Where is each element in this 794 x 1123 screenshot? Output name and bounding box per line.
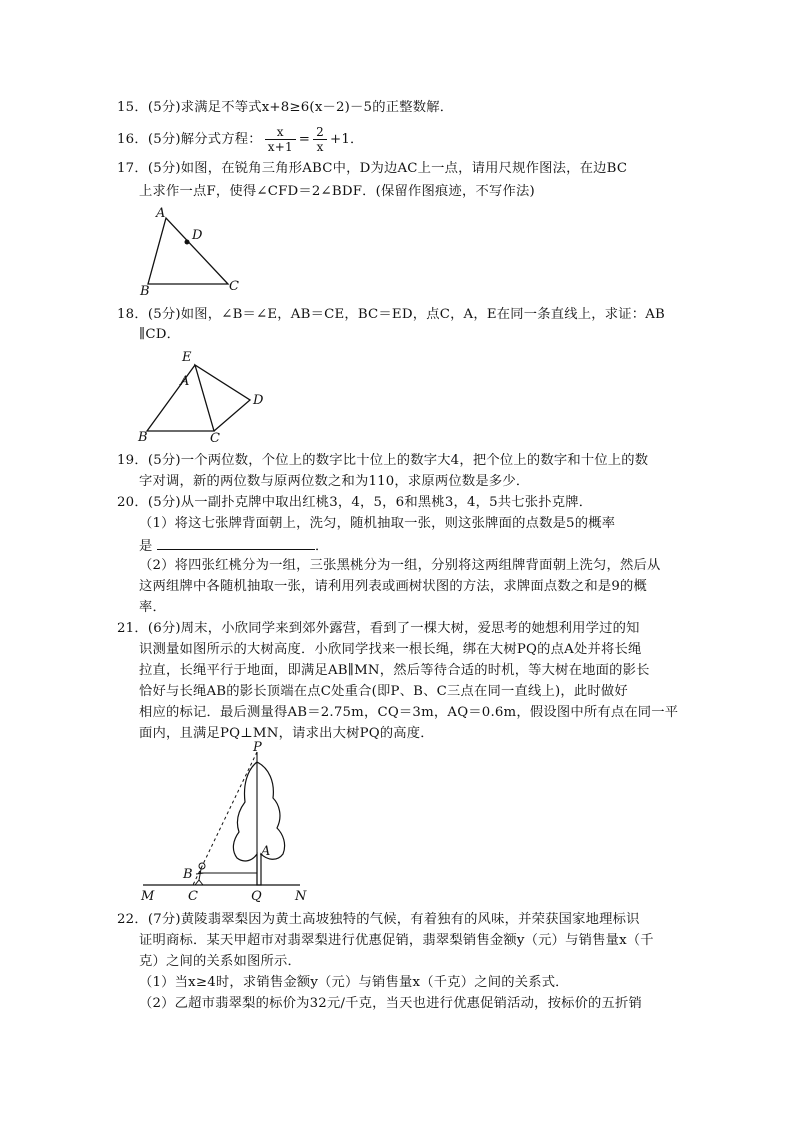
label-b: B: [138, 430, 148, 445]
question-20-line-1: 20．(5分)从一副扑克牌中取出红桃3，4，5，6和黑桃3，4，5共七张扑克牌．: [117, 495, 593, 510]
point-d-dot: [185, 240, 190, 245]
fraction-2-denominator: x: [316, 140, 324, 154]
label-p: P: [253, 740, 262, 755]
question-21-line-4: 恰好与长绳AB的影长顶端在点C处重合(即P、B、C三点在同一直线上)，此时做好: [139, 684, 628, 699]
question-20-line-3-suffix: ．: [314, 539, 329, 554]
question-19-line-2: 字对调，新的两位数与原两位数之和为110，求原两位数是多少．: [139, 474, 530, 489]
person-body: [199, 869, 201, 880]
question-19-line-1: 19．(5分)一个两位数，个位上的数字比十位上的数字大4，把个位上的数字和十位上的数: [117, 453, 649, 468]
label-a: A: [180, 374, 190, 389]
label-d: D: [253, 393, 264, 408]
question-20-line-3-prefix: 是: [139, 539, 153, 554]
figure-17-triangle: [130, 204, 250, 296]
label-m: M: [141, 889, 155, 904]
question-17-line-2: 上求作一点F，使得∠CFD＝2∠BDF．(保留作图痕迹，不写作法): [139, 184, 535, 199]
person-leg-left: [195, 880, 199, 885]
triangles-abc-cde: [147, 365, 250, 431]
question-22-line-4: （1）当x≥4时，求销售金额y（元）与销售量x（千克）之间的关系式．: [139, 975, 569, 990]
label-c: C: [188, 889, 198, 904]
label-c: C: [229, 279, 239, 294]
fraction-1-numerator: x: [265, 125, 296, 140]
question-17-line-1: 17．(5分)如图，在锐角三角形ABC中，D为边AC上一点，请用尺规作图法，在边BC: [117, 161, 628, 176]
label-a: A: [156, 206, 166, 221]
equals-sign: =: [298, 132, 311, 147]
question-16-suffix: +1．: [329, 132, 364, 147]
question-20-line-5: 这两组牌中各随机抽取一张，请利用列表或画树状图的方法，求牌面点数之和是9的概: [139, 579, 648, 594]
fraction-2-over-x: [313, 125, 327, 154]
question-18-line-1: 18．(5分)如图，∠B＝∠E，AB＝CE，BC＝ED，点C，A，E在同一条直线上，求证：AB: [117, 307, 666, 322]
fraction-x-over-x-plus-1: [265, 125, 296, 154]
label-e: E: [182, 350, 192, 365]
question-22-line-5: （2）乙超市翡翠梨的标价为32元/千克，当天也进行优惠促销活动，按标价的五折销: [139, 996, 643, 1011]
question-16: [117, 125, 363, 155]
label-q: Q: [251, 889, 262, 904]
question-22-line-2: 证明商标．某天甲超市对翡翠梨进行优惠促销，翡翠梨销售金额y（元）与销售量x（千: [139, 933, 654, 948]
question-21-line-2: 识测量如图所示的大树高度．小欣同学找来一根长绳，绑在大树PQ的点A处并将长绳: [139, 642, 642, 657]
question-21-line-3: 拉直，长绳平行于地面，即满足AB∥MN，然后等待合适的时机，等大树在地面的影长: [139, 663, 650, 678]
answer-blank: [157, 536, 315, 550]
question-15: 15．(5分)求满足不等式x+8≥6(x－2)－5的正整数解．: [117, 100, 454, 115]
person-leg-right: [199, 880, 203, 885]
figure-18-triangles: [130, 348, 270, 448]
question-20-line-3: [139, 536, 328, 556]
question-22-line-3: 克）之间的关系如图所示．: [139, 954, 301, 969]
question-18-line-2: ∥CD．: [139, 327, 181, 342]
question-20-line-4: （2）将四张红桃分为一组，三张黑桃分为一组，分别将这两组牌背面朝上洗匀，然后从: [139, 558, 661, 573]
label-a: A: [261, 844, 271, 859]
sight-line-pc: [193, 752, 257, 885]
label-b: B: [183, 867, 193, 882]
question-20-line-6: 率．: [139, 600, 166, 615]
label-n: N: [295, 889, 307, 904]
person-arms: [196, 873, 204, 874]
label-c: C: [210, 431, 220, 446]
tree-outline: [233, 762, 284, 885]
label-d: D: [192, 228, 203, 243]
triangle-abc: [148, 218, 228, 284]
label-b: B: [140, 284, 150, 296]
question-21-line-6: 面内，且满足PQ⊥MN，请求出大树PQ的高度．: [139, 726, 434, 741]
fraction-1-denominator: x+1: [267, 140, 293, 154]
question-16-prefix: 16．(5分)解分式方程：: [117, 132, 262, 147]
question-21-line-5: 相应的标记．最后测量得AB＝2.75m，CQ＝3m，AQ＝0.6m，假设图中所有点在同一平: [139, 705, 679, 720]
fraction-2-numerator: 2: [313, 125, 327, 140]
question-20-line-2: （1）将这七张牌背面朝上，洗匀，随机抽取一张，则这张牌面的点数是5的概率: [139, 516, 616, 531]
question-21-line-1: 21．(6分)周末，小欣同学来到郊外露营，看到了一棵大树，爱思考的她想利用学过的知: [117, 621, 640, 636]
figure-21-tree-measurement: [135, 740, 315, 905]
question-22-line-1: 22．(7分)黄陵翡翠梨因为黄土高坡独特的气候，有着独有的风味，并荣获国家地理标识: [117, 912, 640, 927]
